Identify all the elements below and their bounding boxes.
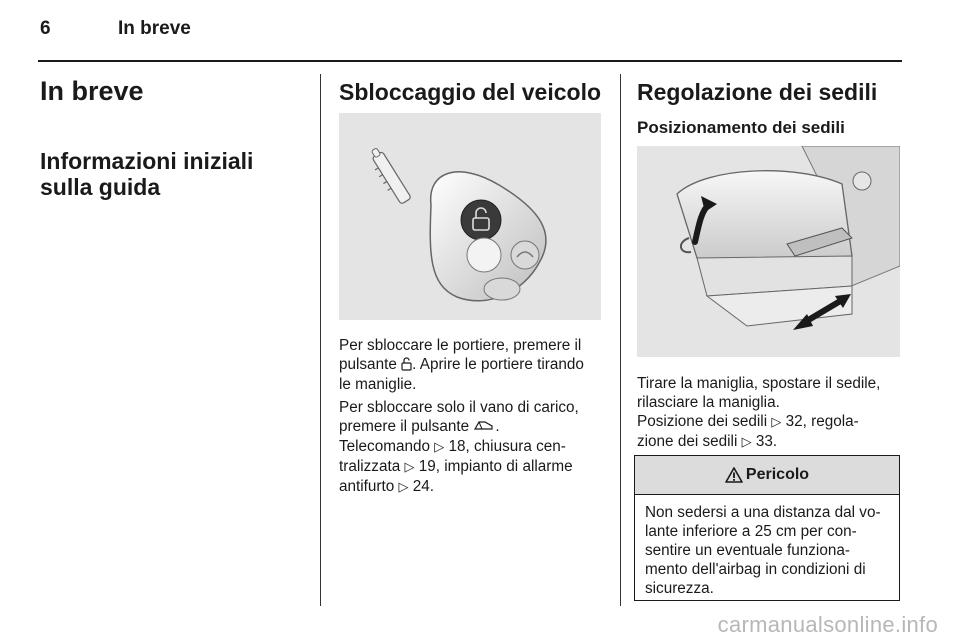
cargo-door-icon	[473, 418, 495, 435]
section-title-line2: sulla guida	[40, 174, 161, 200]
seat-references: Posizione dei sedili ▷ 32, regola- zione dei sedili ▷ 33.	[637, 413, 859, 450]
unlock-icon	[401, 358, 412, 373]
xref-icon: ▷	[771, 415, 782, 430]
cargo-paragraph: Per sbloccare solo il vano di carico, premere il pulsante .	[339, 399, 579, 435]
watermark: carmanualsonline.info	[717, 612, 938, 637]
unlock-vehicle-heading: Sbloccaggio del veicolo	[339, 79, 602, 105]
xref-icon: ▷	[398, 480, 409, 495]
column-divider-1	[320, 74, 321, 606]
running-header: In breve	[118, 18, 191, 39]
seat-position-subheading: Posizionamento dei sedili	[637, 118, 845, 137]
xref-icon: ▷	[434, 440, 445, 455]
header-rule	[38, 60, 902, 62]
xref-icon: ▷	[741, 435, 752, 450]
page-number: 6	[40, 18, 51, 39]
chapter-title: In breve	[40, 76, 144, 106]
references-paragraph: Telecomando ▷ 18, chiusura cen- tralizzata ▷ 19, impianto di allarme antifurto ▷ 24.	[339, 438, 573, 495]
seat-adjust-illustration	[637, 146, 900, 357]
key-fob-illustration	[339, 113, 601, 320]
seat-instructions: Tirare la maniglia, spostare il sedile, rilasciare la maniglia.	[637, 375, 881, 411]
danger-text: Non sedersi a una distanza dal vo- lante inferiore a 25 cm per con- sentire un eventuale funziona- mento dell'airbag in condizioni di sicurezza.	[645, 504, 881, 597]
warning-triangle-icon	[725, 467, 743, 483]
danger-warning-box	[634, 455, 900, 601]
danger-header	[635, 456, 899, 495]
section-title-line1: Informazioni iniziali	[40, 148, 254, 174]
column-divider-2	[620, 74, 621, 606]
unlock-paragraph: Per sbloccare le portiere, premere il pulsante . Aprire le portiere tirando le maniglie.	[339, 337, 584, 393]
danger-title: Pericolo	[745, 466, 810, 483]
seat-adjust-heading: Regolazione dei sedili	[637, 79, 878, 105]
xref-icon: ▷	[404, 460, 415, 475]
